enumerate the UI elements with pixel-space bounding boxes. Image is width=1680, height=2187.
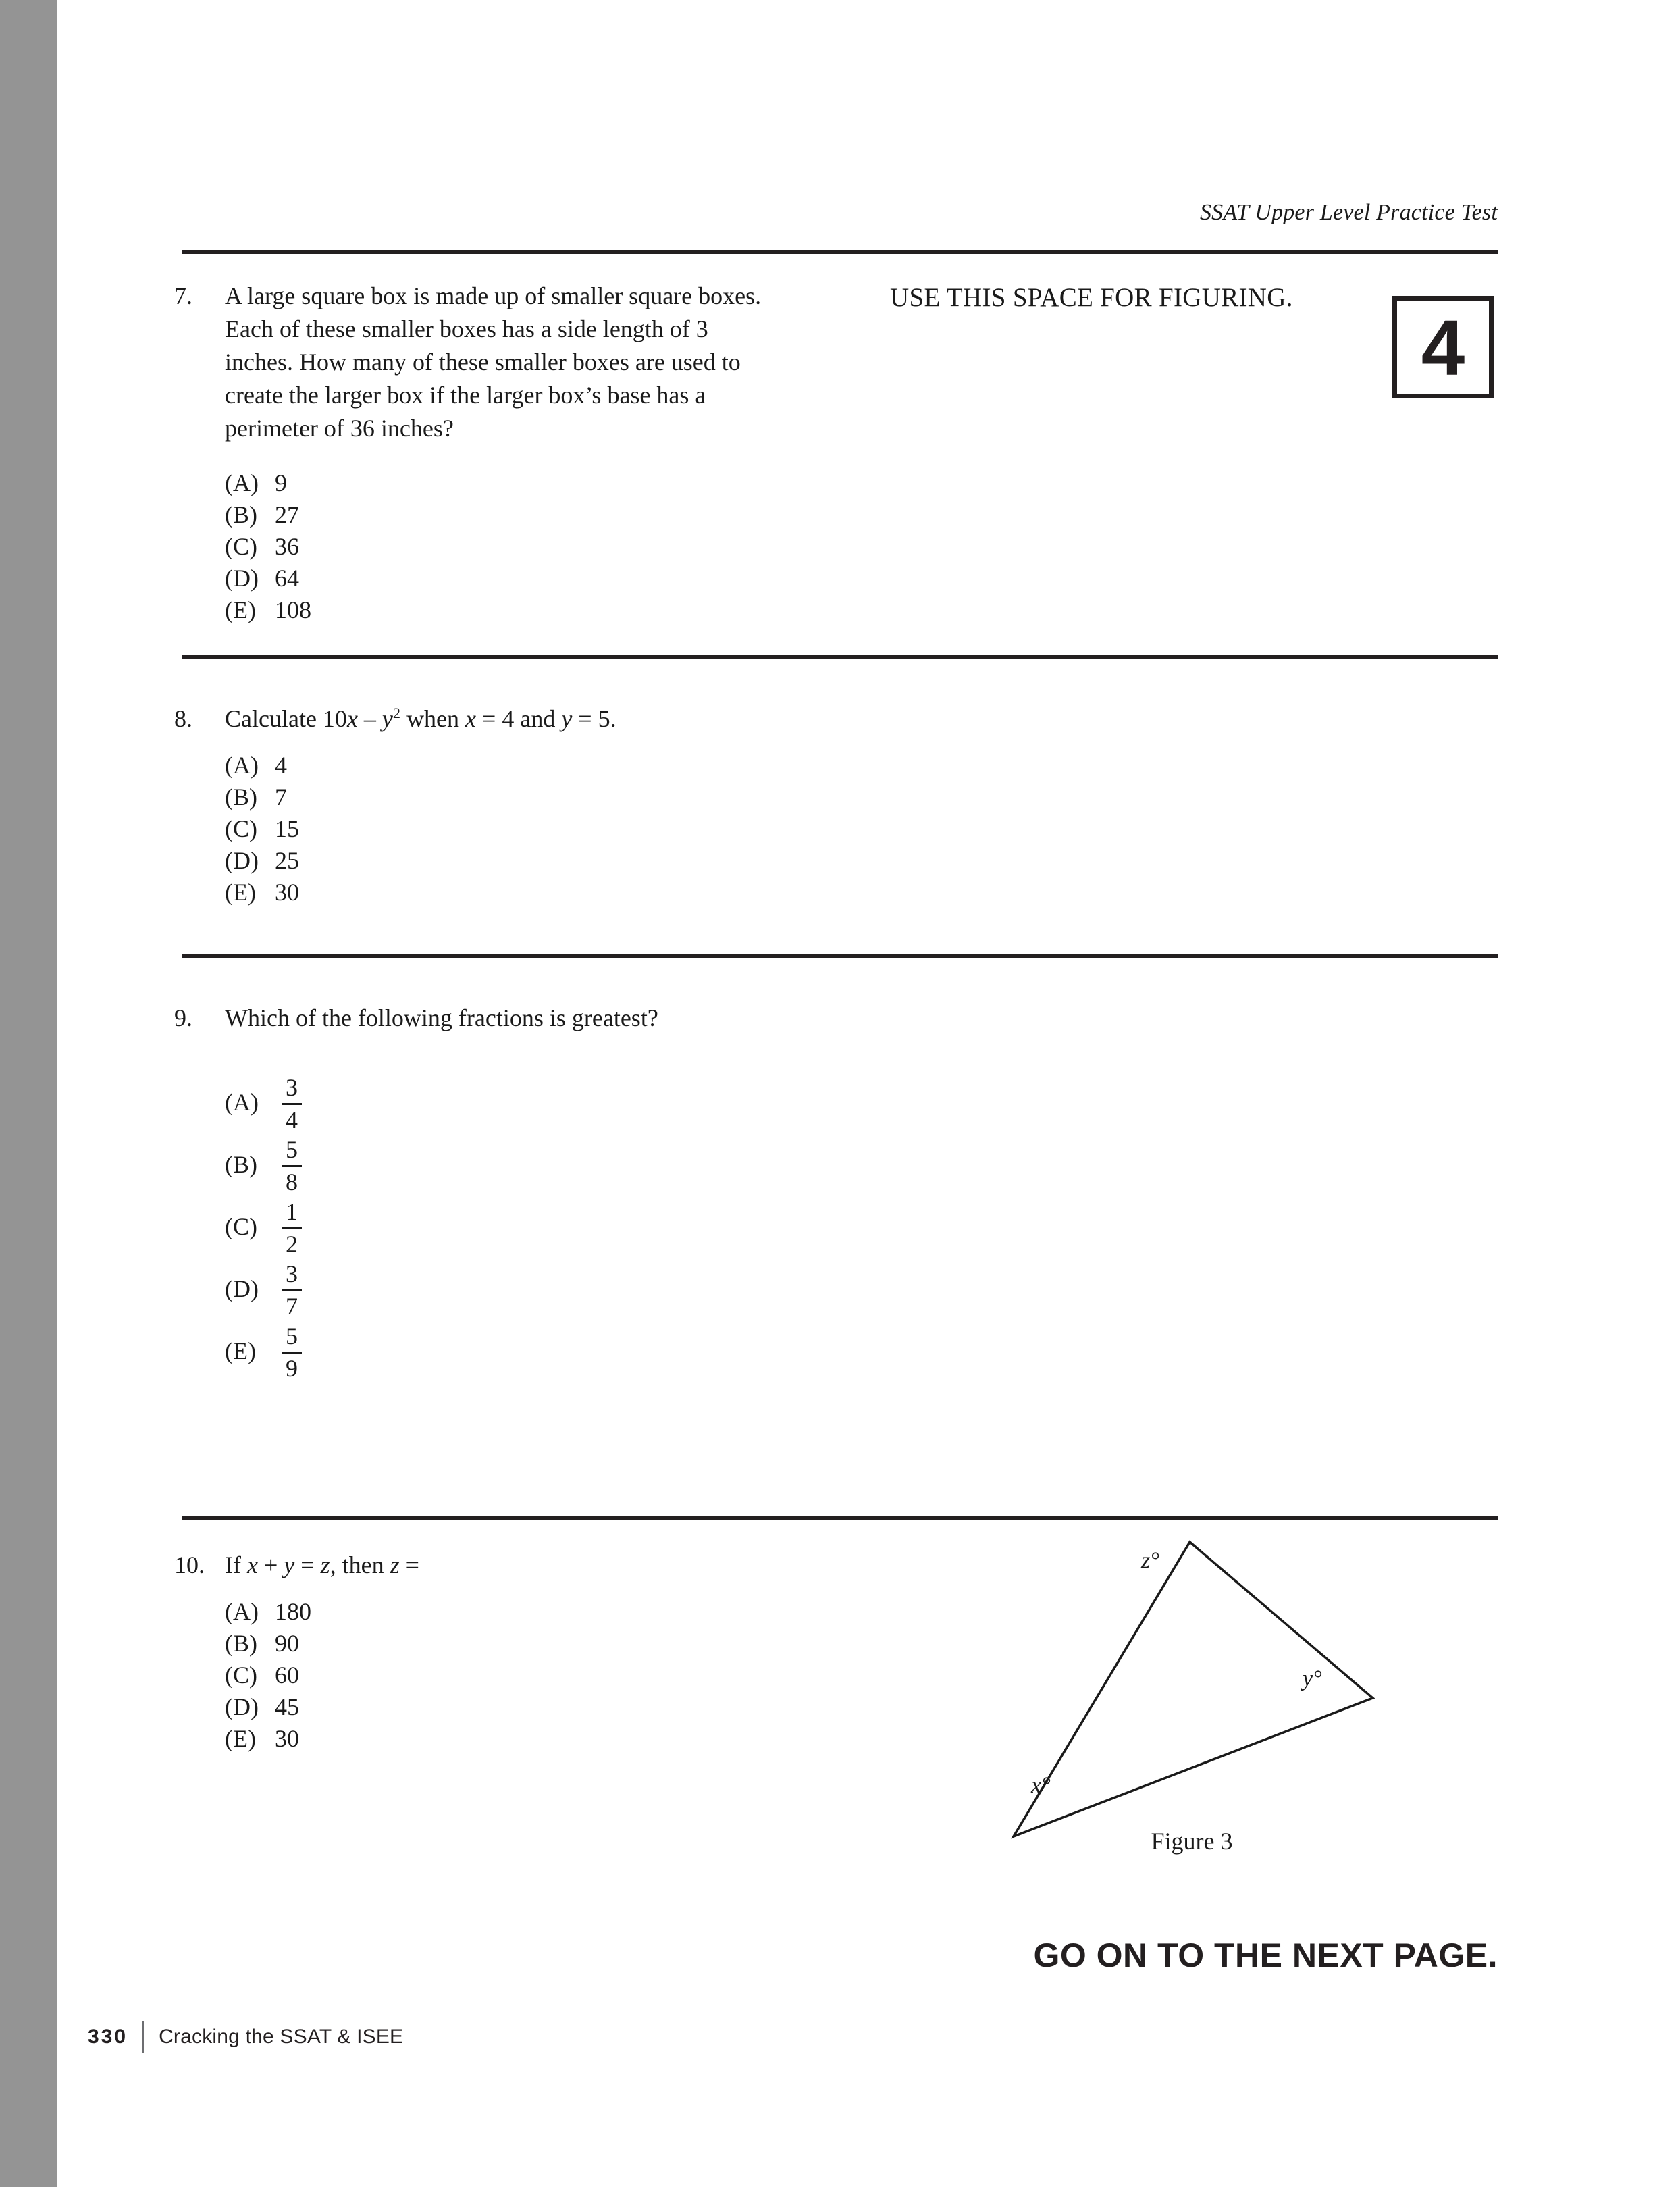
choice-value: 64: [275, 565, 299, 592]
choice-option[interactable]: [225, 594, 311, 626]
fraction-numerator: 5: [286, 1136, 298, 1163]
choice-value: 180: [275, 1598, 311, 1625]
choice-letter: (A): [225, 752, 259, 779]
choice-letter: (E): [225, 879, 256, 906]
fraction-value: [282, 1074, 302, 1133]
fraction-bar: [282, 1289, 302, 1291]
question-8-number: 8.: [174, 705, 192, 732]
page-footer: [88, 2019, 403, 2055]
choice-value: 30: [275, 879, 299, 906]
stem-text: when: [400, 705, 466, 732]
fraction-value: [282, 1136, 302, 1195]
variable-z: z: [390, 1551, 400, 1578]
choice-letter: (D): [225, 1693, 259, 1720]
choice-option[interactable]: [225, 877, 299, 908]
variable-z: z: [320, 1551, 330, 1578]
choice-letter: (C): [225, 533, 257, 560]
choice-option[interactable]: [225, 1628, 311, 1659]
exponent: 2: [392, 704, 401, 721]
choice-letter: (D): [225, 565, 259, 592]
choice-letter: (B): [225, 783, 257, 811]
running-head: SSAT Upper Level Practice Test: [1199, 200, 1498, 225]
continue-notice: GO ON TO THE NEXT PAGE.: [1033, 1936, 1498, 1974]
choice-value: 30: [275, 1725, 299, 1752]
question-10-number: 10.: [174, 1551, 205, 1578]
question-9-stem: Which of the following fractions is greatest?: [225, 1004, 658, 1031]
fraction-bar: [282, 1103, 302, 1105]
choice-letter: (A): [225, 1089, 259, 1116]
stem-text: –: [357, 705, 382, 732]
fraction-value: [282, 1198, 302, 1258]
question-8-stem: [225, 702, 833, 736]
variable-x: x: [246, 1551, 258, 1578]
fraction-denominator: 2: [286, 1231, 298, 1258]
choice-option[interactable]: [225, 563, 311, 594]
choice-letter: (C): [225, 815, 257, 842]
choice-value: 25: [275, 847, 299, 874]
choice-value: 7: [275, 783, 287, 811]
angle-label-z: z°: [1141, 1548, 1159, 1573]
fraction-denominator: 9: [286, 1355, 298, 1382]
question-divider-rule: [182, 655, 1498, 659]
question-7-stem: A large square box is made up of smaller square boxes. Each of these smaller boxes has a side length of 3 inches. How many of these smaller boxes are used to create the larger box if the larger box’s base has a perimeter of 36 inches?: [225, 282, 762, 442]
choice-letter: (C): [225, 1662, 257, 1689]
choice-value: 36: [275, 533, 299, 560]
choice-option[interactable]: [225, 750, 299, 781]
choice-letter: (E): [225, 1337, 256, 1364]
fraction-numerator: 3: [286, 1260, 298, 1287]
choice-option[interactable]: [225, 781, 299, 813]
stem-text: =: [294, 1551, 321, 1578]
section-number-box: [1392, 296, 1494, 398]
choice-value: 4: [275, 752, 287, 779]
choice-value: 27: [275, 501, 299, 528]
choice-letter: (D): [225, 1275, 259, 1302]
stem-text: +: [257, 1551, 284, 1578]
choice-value: 15: [275, 815, 299, 842]
choice-option[interactable]: [225, 1659, 311, 1691]
fraction-numerator: 3: [286, 1074, 298, 1101]
choice-letter: (A): [225, 1598, 259, 1625]
question-10-choices: [225, 1596, 311, 1755]
question-7-number: 7.: [174, 282, 192, 309]
question-divider-rule: [182, 954, 1498, 958]
choice-option[interactable]: [225, 1723, 311, 1755]
choice-value: 9: [275, 469, 287, 496]
figuring-space-notice: USE THIS SPACE FOR FIGURING.: [890, 283, 1293, 312]
stem-text: = 4 and: [476, 705, 562, 732]
choice-value: 45: [275, 1693, 299, 1720]
choice-value: 90: [275, 1630, 299, 1657]
section-number-label: 4: [1421, 304, 1465, 392]
book-title: Cracking the SSAT & ISEE: [159, 2026, 404, 2048]
fraction-value: [282, 1260, 302, 1320]
fraction-denominator: 7: [286, 1293, 298, 1320]
choice-option[interactable]: [225, 1596, 311, 1628]
fraction-bar: [282, 1352, 302, 1354]
choice-option[interactable]: [225, 845, 299, 877]
variable-x: x: [346, 705, 358, 732]
figure-caption: Figure 3: [1151, 1828, 1233, 1855]
stem-text: = 5.: [572, 705, 616, 732]
fraction-numerator: 1: [286, 1198, 298, 1225]
choice-option[interactable]: [225, 467, 311, 499]
question-7-choices: [225, 467, 311, 626]
choice-letter: (E): [225, 1725, 256, 1752]
fraction-value: [282, 1322, 302, 1382]
choice-letter: (C): [225, 1213, 257, 1240]
fraction-denominator: 8: [286, 1168, 298, 1195]
choice-option[interactable]: [225, 813, 299, 845]
choice-option[interactable]: [225, 499, 311, 531]
fraction-numerator: 5: [286, 1322, 298, 1349]
angle-label-x: x°: [1031, 1773, 1051, 1798]
fraction-denominator: 4: [286, 1106, 298, 1133]
page-number: 330: [88, 2026, 128, 2048]
choice-option[interactable]: [225, 531, 311, 563]
stem-text: , then: [330, 1551, 390, 1578]
variable-y: y: [561, 705, 573, 732]
angle-label-y: y°: [1303, 1666, 1322, 1691]
choice-value: 60: [275, 1662, 299, 1689]
footer-divider: [142, 2021, 144, 2053]
question-8-choices: [225, 750, 299, 908]
choice-value: 108: [275, 596, 311, 623]
choice-letter: (E): [225, 596, 256, 623]
variable-y: y: [382, 705, 393, 732]
question-9-number: 9.: [174, 1004, 192, 1031]
choice-letter: (D): [225, 847, 259, 874]
choice-letter: (B): [225, 1630, 257, 1657]
header-rule: [182, 250, 1498, 254]
stem-text: =: [399, 1551, 419, 1578]
variable-y: y: [284, 1551, 295, 1578]
page-edge-band: [0, 0, 57, 2187]
fraction-bar: [282, 1227, 302, 1229]
choice-option[interactable]: [225, 1691, 311, 1723]
choice-letter: (B): [225, 1151, 257, 1178]
choice-letter: (A): [225, 469, 259, 496]
variable-x: x: [465, 705, 477, 732]
fraction-bar: [282, 1165, 302, 1167]
stem-text: If: [225, 1551, 247, 1578]
choice-letter: (B): [225, 501, 257, 528]
stem-text: Calculate 10: [225, 705, 347, 732]
question-10-stem: [225, 1549, 833, 1582]
